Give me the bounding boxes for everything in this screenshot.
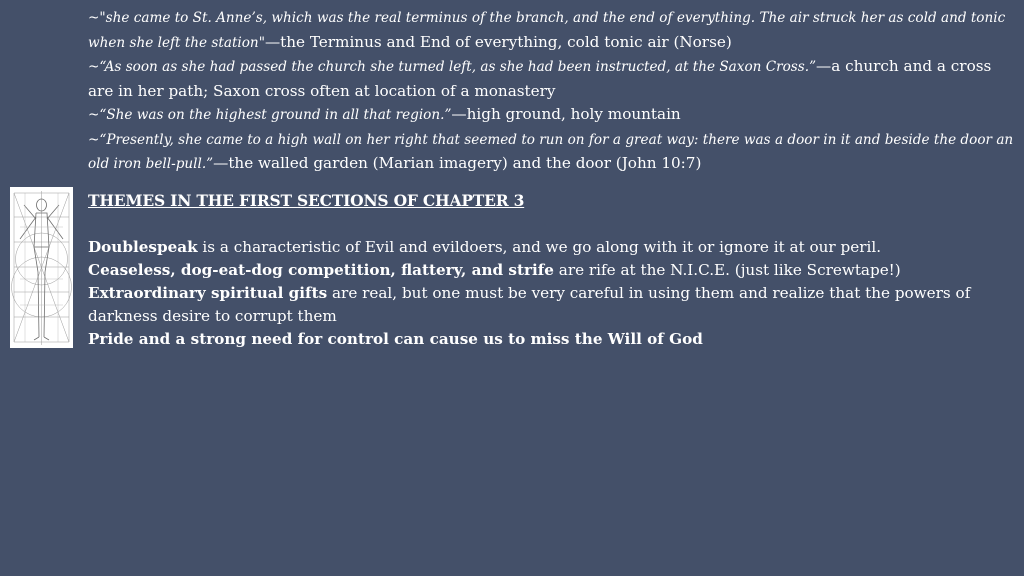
theme-text: are real, but one must be very careful in using them and realize that the powers of darkness desire to corrupt them [88, 284, 971, 325]
quote-item [88, 128, 1016, 177]
quote-note: —high ground, holy mountain [451, 105, 681, 123]
theme-text: are rife at the N.I.C.E. (just like Screwtape!) [553, 261, 901, 279]
quote-note: —a church and a cross are in her path; Saxon cross often at location of a monastery [88, 57, 992, 100]
theme-bold: Extraordinary spiritual gifts [88, 284, 328, 302]
quote-item [88, 103, 1016, 128]
theme-text: is a characteristic of Evil and evildoers, and we go along with it or ignore it at our peril. [197, 238, 882, 256]
theme-item [88, 328, 1016, 351]
quotes-block [88, 6, 1016, 177]
quote-text: ~“As soon as she had passed the church she turned left, as she had been instructed, at the Saxon Cross.” [88, 59, 817, 75]
theme-item [88, 259, 1016, 282]
vitruvian-diagram-icon [10, 187, 73, 348]
theme-bold: Pride and a strong need for control can cause us to miss the Will of God [88, 330, 703, 348]
quote-text: ~“Presently, she came to a high wall on her right that seemed to run on for a great way: there was a door in it and beside the door an old iron bell-pull.” [88, 131, 1014, 172]
theme-bold: Doublespeak [88, 238, 198, 256]
section-heading: THEMES IN THE FIRST SECTIONS OF CHAPTER 3 [88, 191, 525, 210]
quote-item [88, 55, 1016, 103]
quote-note: —the Terminus and End of everything, cold tonic air (Norse) [264, 32, 732, 51]
quote-item [88, 6, 1016, 55]
theme-item [88, 236, 1016, 259]
themes-list [88, 236, 1016, 351]
quote-note: —the walled garden (Marian imagery) and the door (John 10:7) [213, 154, 702, 172]
theme-item [88, 282, 1016, 328]
quote-text: ~"she came to St. Anne’s, which was the real terminus of the branch, and the end of everything. The air struck her as cold and tonic when she left the station" [88, 10, 1006, 51]
quote-text: ~“She was on the highest ground in all that region.” [88, 107, 452, 123]
theme-bold: Ceaseless, dog-eat-dog competition, flattery, and strife [88, 261, 554, 279]
